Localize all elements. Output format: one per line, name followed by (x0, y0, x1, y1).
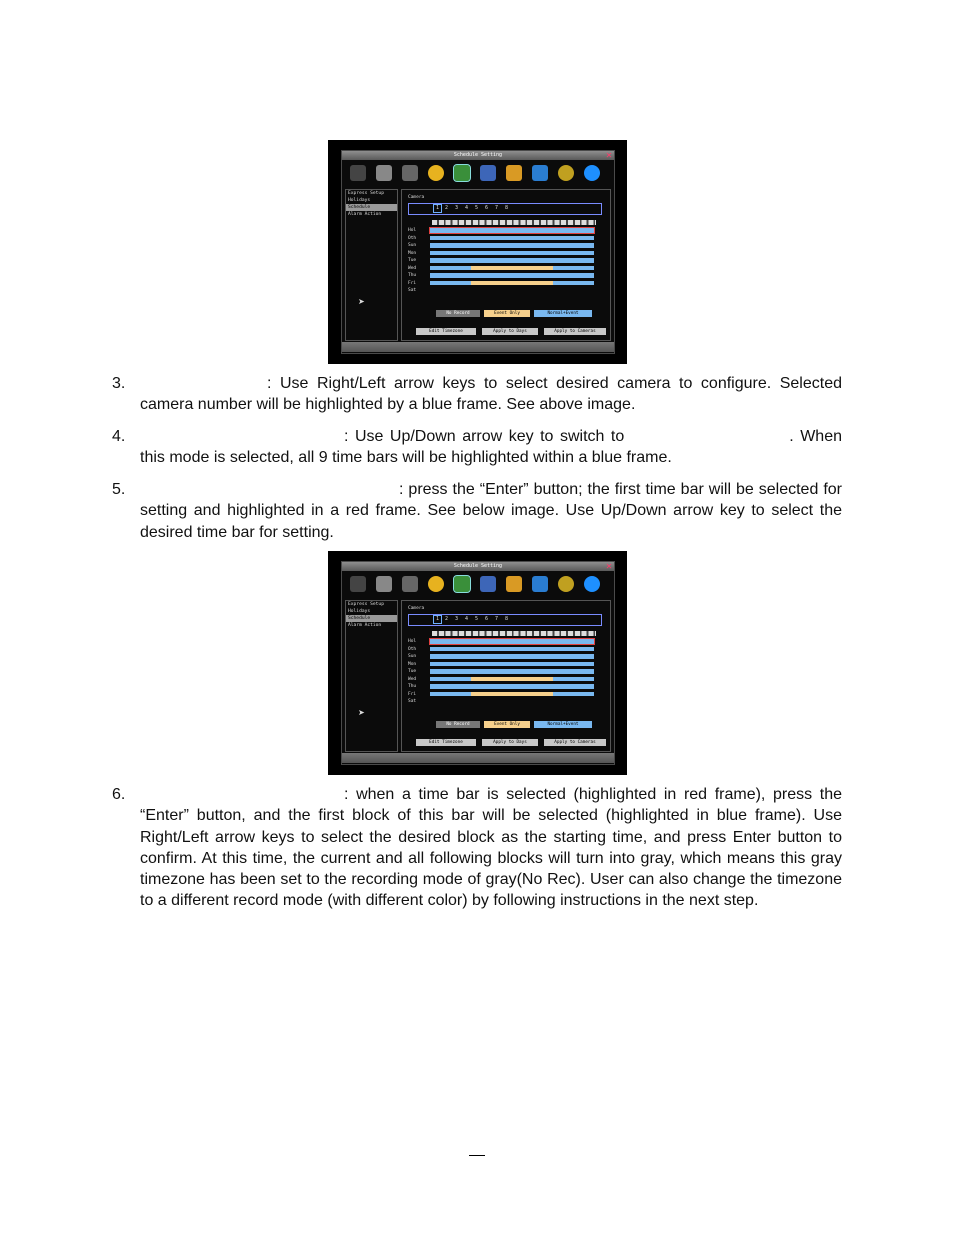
edit-timezone-button[interactable]: Edit Timezone (416, 328, 476, 335)
time-bar[interactable] (430, 669, 594, 674)
day-label: Sat (408, 699, 417, 704)
camera-6[interactable]: 6 (484, 616, 488, 622)
camera-4[interactable]: 4 (464, 616, 468, 622)
menu-item-alarm-action[interactable]: Alarm Action (348, 212, 382, 217)
close-icon[interactable]: ✕ (605, 151, 613, 160)
time-bar[interactable] (430, 654, 594, 659)
legend-event-only[interactable]: Event Only (484, 721, 530, 728)
event-segment (471, 677, 553, 682)
apply-to-days-button[interactable]: Apply to Days (482, 739, 538, 746)
step-text: : when a time bar is selected (highlighted in red frame), press the “Enter” button, and the first block of this bar will be selected (highlighted in blue frame). Use Right/Left arrow keys to select the desired block as the starting time, and press Enter button to confirm. At this time, the current and all following blocks will turn into gray, which means this gray timezone has been set to the recording mode of gray(No Rec). User can also change the timezone to a different record mode (with different color) by following instructions in the next step. (140, 786, 842, 910)
time-bar[interactable] (430, 662, 594, 667)
camera-8[interactable]: 8 (504, 205, 508, 211)
time-bar-row (408, 698, 598, 706)
step-number: 5. (112, 481, 126, 498)
day-label: Mon (408, 250, 417, 256)
schedule-setting-screenshot-1 (328, 140, 627, 364)
event-segment (471, 281, 553, 286)
schedule-setting-screenshot-2 (328, 551, 627, 775)
gear-icon[interactable] (558, 165, 574, 181)
legend-no-record[interactable]: No Record (436, 721, 480, 728)
apply-to-cameras-button[interactable]: Apply to Cameras (544, 739, 606, 746)
camera-3[interactable]: 3 (454, 616, 458, 622)
mouse-pointer-icon: ➤ (358, 297, 365, 306)
time-bar-row (408, 235, 598, 243)
time-bar[interactable] (430, 281, 594, 286)
network-icon[interactable] (480, 576, 496, 592)
schedule-panel (401, 600, 611, 752)
hour-ruler (432, 220, 596, 225)
time-bar-row (408, 257, 598, 265)
time-bar[interactable] (430, 251, 594, 256)
day-label: Thu (408, 684, 417, 689)
menu-item-holidays[interactable]: Holidays (348, 198, 371, 203)
day-label: Sun (408, 654, 417, 659)
time-bar-row (408, 265, 598, 273)
day-label: Tue (408, 669, 417, 674)
camera-8[interactable]: 8 (504, 616, 508, 622)
schedule-buttons (416, 739, 608, 747)
step-text: : Use Up/Down arrow key to switch to (344, 428, 625, 445)
toolbar (342, 572, 614, 598)
time-bar[interactable] (430, 258, 594, 263)
time-bar-row (408, 250, 598, 258)
time-bar-row (408, 691, 598, 699)
film-reel-icon[interactable] (402, 165, 418, 181)
legend-normal-event[interactable]: Normal+Event (534, 310, 592, 317)
storage-icon[interactable] (506, 165, 522, 181)
time-bar[interactable] (430, 273, 594, 278)
camera-label: Camera (408, 195, 425, 200)
time-bar-row (408, 646, 598, 654)
bell-icon[interactable] (428, 576, 444, 592)
legend-event-only[interactable]: Event Only (484, 310, 530, 317)
wand-icon[interactable] (350, 576, 366, 592)
monitor-icon[interactable] (532, 165, 548, 181)
camera-selector (408, 614, 602, 626)
edit-timezone-button[interactable]: Edit Timezone (416, 739, 476, 746)
day-label: Hol (408, 639, 417, 644)
record-mode-legend (436, 310, 594, 317)
day-label: Fri (408, 280, 417, 286)
day-label: Thu (408, 273, 417, 278)
window-title: Schedule Setting (342, 151, 614, 160)
gear-icon[interactable] (558, 576, 574, 592)
settings-menu (345, 189, 398, 341)
camera-7[interactable]: 7 (494, 205, 498, 211)
time-bar-row (408, 653, 598, 661)
time-bars (408, 227, 598, 295)
time-bar[interactable] (430, 639, 594, 644)
status-bar (342, 342, 614, 352)
step-3 (112, 373, 842, 416)
close-icon[interactable]: ✕ (605, 562, 613, 571)
camera-selector (408, 203, 602, 215)
menu-item-schedule[interactable]: Schedule (346, 615, 397, 622)
camera-7[interactable]: 7 (494, 616, 498, 622)
schedule-icon[interactable] (454, 165, 470, 181)
time-bar-row (408, 638, 598, 646)
wand-icon[interactable] (350, 165, 366, 181)
time-bar-row (408, 280, 598, 288)
time-bar-row (408, 242, 598, 250)
page-number-underline (469, 1155, 485, 1156)
storage-icon[interactable] (506, 576, 522, 592)
day-label: Sun (408, 243, 417, 248)
camera-1[interactable]: 1 (433, 204, 442, 213)
step-number: 4. (112, 428, 126, 445)
day-label: Sat (408, 288, 417, 293)
camera-1[interactable]: 1 (433, 615, 442, 624)
time-bar-row (408, 661, 598, 669)
schedule-buttons (416, 328, 608, 336)
legend-no-record[interactable]: No Record (436, 310, 480, 317)
apply-to-days-button[interactable]: Apply to Days (482, 328, 538, 335)
dvr-window (341, 150, 615, 354)
schedule-panel (401, 189, 611, 341)
menu-item-schedule[interactable]: Schedule (346, 204, 397, 211)
time-bars (408, 638, 598, 706)
camera-icon[interactable] (376, 165, 392, 181)
day-label: Fri (408, 691, 417, 697)
legend-normal-event[interactable]: Normal+Event (534, 721, 592, 728)
hour-ruler (432, 631, 596, 636)
time-bar[interactable] (430, 677, 594, 682)
camera-2[interactable]: 2 (444, 616, 448, 622)
time-bar[interactable] (430, 243, 594, 248)
time-bar-row (408, 683, 598, 691)
time-bar-row (408, 287, 598, 295)
day-label: Hol (408, 228, 417, 233)
camera-3[interactable]: 3 (454, 205, 458, 211)
time-bar[interactable] (430, 647, 594, 652)
time-bar-row (408, 227, 598, 235)
status-bar (342, 753, 614, 763)
time-bar[interactable] (430, 266, 594, 271)
day-label: Wed (408, 265, 417, 271)
day-label: Mon (408, 661, 417, 667)
settings-menu (345, 600, 398, 752)
step-number: 3. (112, 375, 126, 392)
step-text: : press the “Enter” button; the first time bar will be selected for setting and highlighted in a red frame. See below image. Use Up/Down arrow key to select the desired time bar for setting. (140, 481, 842, 541)
window-title: Schedule Setting (342, 562, 614, 571)
step-text-cont: . When this mode is selected, all 9 time bars will be highlighted within a blue frame. (140, 428, 842, 467)
day-label: Oth (408, 646, 417, 652)
step-4 (112, 426, 842, 469)
dvr-window (341, 561, 615, 765)
menu-item-express-setup[interactable]: Express Setup (348, 602, 384, 607)
bell-icon[interactable] (428, 165, 444, 181)
day-label: Tue (408, 258, 417, 263)
apply-to-cameras-button[interactable]: Apply to Cameras (544, 328, 606, 335)
time-bar[interactable] (430, 684, 594, 689)
camera-2[interactable]: 2 (444, 205, 448, 211)
event-segment (471, 692, 553, 697)
toolbar (342, 161, 614, 187)
camera-label: Camera (408, 606, 425, 611)
camera-icon[interactable] (376, 576, 392, 592)
day-label: Wed (408, 676, 417, 682)
step-text: : Use Right/Left arrow keys to select desired camera to configure. Selected camera number will be highlighted by a blue frame. See above image. (140, 375, 842, 414)
menu-item-holidays[interactable]: Holidays (348, 609, 371, 614)
film-reel-icon[interactable] (402, 576, 418, 592)
time-bar-row (408, 676, 598, 684)
camera-5[interactable]: 5 (474, 205, 478, 211)
network-icon[interactable] (480, 165, 496, 181)
step-6 (112, 784, 842, 912)
time-bar-row (408, 668, 598, 676)
time-bar-row (408, 272, 598, 280)
camera-4[interactable]: 4 (464, 205, 468, 211)
record-mode-legend (436, 721, 594, 728)
info-icon[interactable] (584, 576, 600, 592)
event-segment (471, 266, 553, 271)
time-bar[interactable] (430, 228, 594, 233)
monitor-icon[interactable] (532, 576, 548, 592)
camera-6[interactable]: 6 (484, 205, 488, 211)
day-label: Oth (408, 235, 417, 241)
step-number: 6. (112, 786, 126, 803)
camera-5[interactable]: 5 (474, 616, 478, 622)
menu-item-alarm-action[interactable]: Alarm Action (348, 623, 382, 628)
time-bar[interactable] (430, 692, 594, 697)
schedule-icon[interactable] (454, 576, 470, 592)
time-bar[interactable] (430, 236, 594, 241)
info-icon[interactable] (584, 165, 600, 181)
menu-item-express-setup[interactable]: Express Setup (348, 191, 384, 196)
mouse-pointer-icon: ➤ (358, 708, 365, 717)
step-5 (112, 479, 842, 543)
